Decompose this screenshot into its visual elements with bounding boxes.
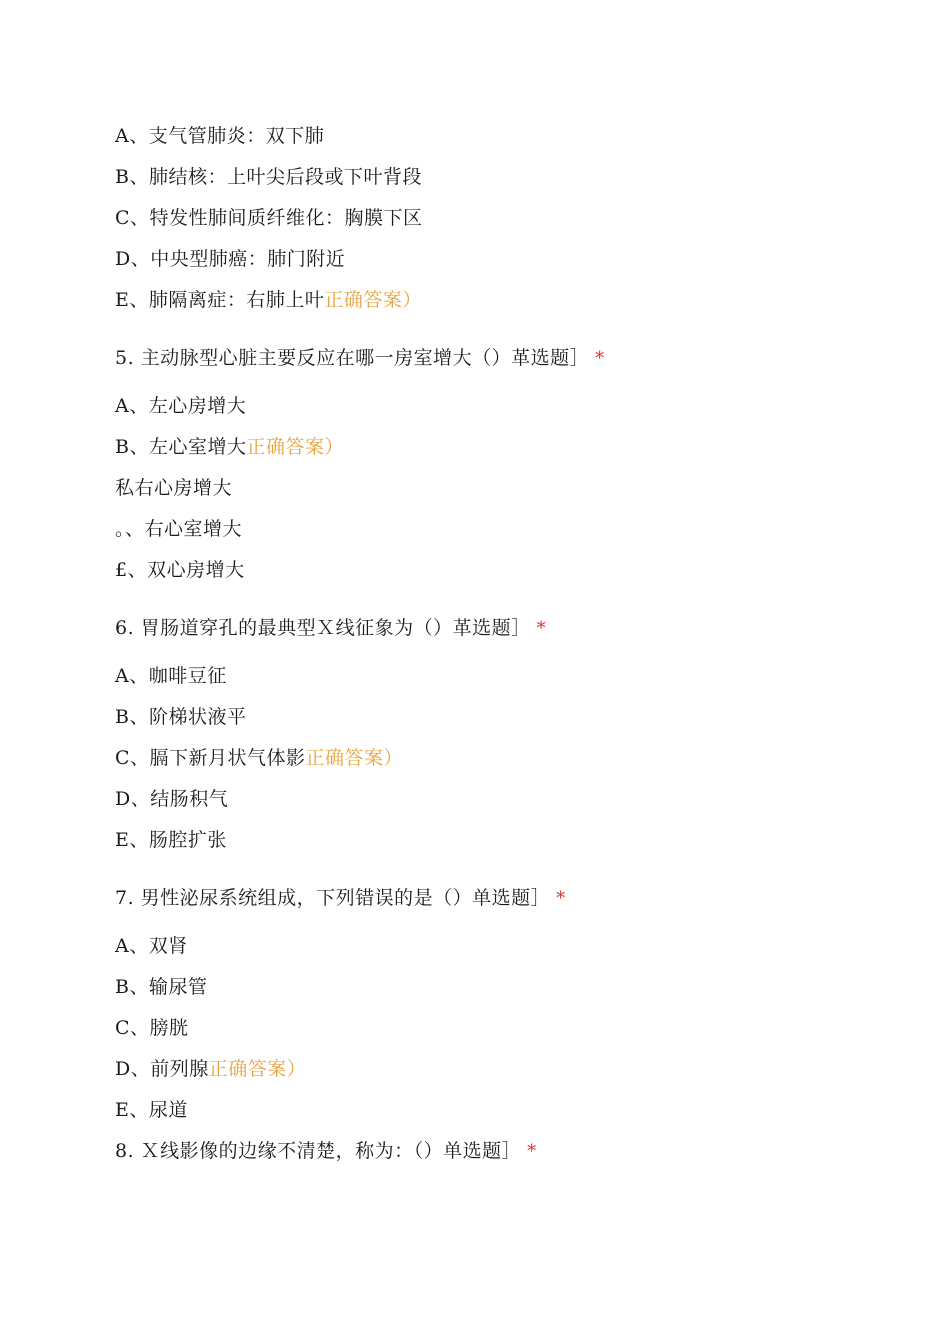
q7-option-c xyxy=(115,1016,189,1040)
required-mark: * xyxy=(556,888,566,909)
q7-option-a xyxy=(115,934,188,958)
option-text: E、肠腔扩张 xyxy=(115,829,227,851)
option-text: B、输尿管 xyxy=(115,976,208,998)
q5-option-a xyxy=(115,394,246,418)
option-text: A、双肾 xyxy=(115,935,188,957)
option-text: B、左心室增大 xyxy=(115,436,247,458)
correct-answer-tag: 正确答案） xyxy=(305,747,404,769)
option-text: 私右心房增大 xyxy=(115,477,233,499)
option-text: 。、右心室增大 xyxy=(115,518,243,540)
required-mark: * xyxy=(536,618,547,639)
option-text: E、肺隔离症：右肺上叶 xyxy=(115,289,325,311)
option-text: D、中央型肺癌：肺门附近 xyxy=(115,248,346,270)
question-text: 7. 男性泌尿系统组成，下列错误的是（）单选题］ xyxy=(115,887,551,909)
option-text: E、尿道 xyxy=(115,1099,188,1121)
option-text: B、阶梯状液平 xyxy=(115,706,247,728)
q7-option-d xyxy=(115,1057,306,1081)
q6-option-c xyxy=(115,746,403,770)
correct-answer-tag: 正确答案） xyxy=(208,1058,307,1080)
q5-stem xyxy=(115,346,605,371)
option-text: C、膈下新月状气体影 xyxy=(115,747,306,769)
required-mark: * xyxy=(527,1141,537,1162)
q4-option-a xyxy=(115,124,324,148)
q5-option-d xyxy=(115,517,242,541)
q6-option-e xyxy=(115,828,227,852)
option-text: A、咖啡豆征 xyxy=(115,665,227,687)
option-text: C、特发性肺间质纤维化：胸膜下区 xyxy=(115,207,423,229)
q6-option-d xyxy=(115,787,228,811)
q4-option-d xyxy=(115,247,345,271)
q4-option-c xyxy=(115,206,423,230)
q6-stem xyxy=(115,616,546,641)
option-text: C、膀胱 xyxy=(115,1017,189,1039)
q7-option-e xyxy=(115,1098,188,1122)
q7-option-b xyxy=(115,975,207,999)
option-text: A、左心房增大 xyxy=(115,395,247,417)
q6-option-a xyxy=(115,664,227,688)
q6-option-b xyxy=(115,705,246,729)
q4-option-e xyxy=(115,288,422,312)
q7-stem xyxy=(115,886,566,911)
q4-option-b xyxy=(115,165,422,189)
option-text: A、支气管肺炎：双下肺 xyxy=(115,125,325,147)
q5-option-c xyxy=(115,476,232,500)
question-text: 6. 胃肠道穿孔的最典型Ｘ线征象为（）革选题］ xyxy=(115,617,531,639)
option-text: £、双心房增大 xyxy=(115,559,245,581)
q8-stem xyxy=(115,1139,537,1164)
required-mark: * xyxy=(595,348,605,369)
question-text: 5. 主动脉型心脏主要反应在哪一房室增大（）革选题］ xyxy=(115,347,590,369)
correct-answer-tag: 正确答案） xyxy=(246,436,344,458)
q5-option-e xyxy=(115,558,245,582)
option-text: B、肺结核：上叶尖后段或下叶背段 xyxy=(115,166,422,188)
correct-answer-tag: 正确答案） xyxy=(324,289,422,311)
option-text: D、结肠积气 xyxy=(115,788,229,810)
q5-option-b xyxy=(115,435,344,459)
question-text: 8. Ｘ线影像的边缘不清楚，称为：（）单选题］ xyxy=(115,1140,522,1162)
option-text: D、前列腺 xyxy=(115,1058,209,1080)
